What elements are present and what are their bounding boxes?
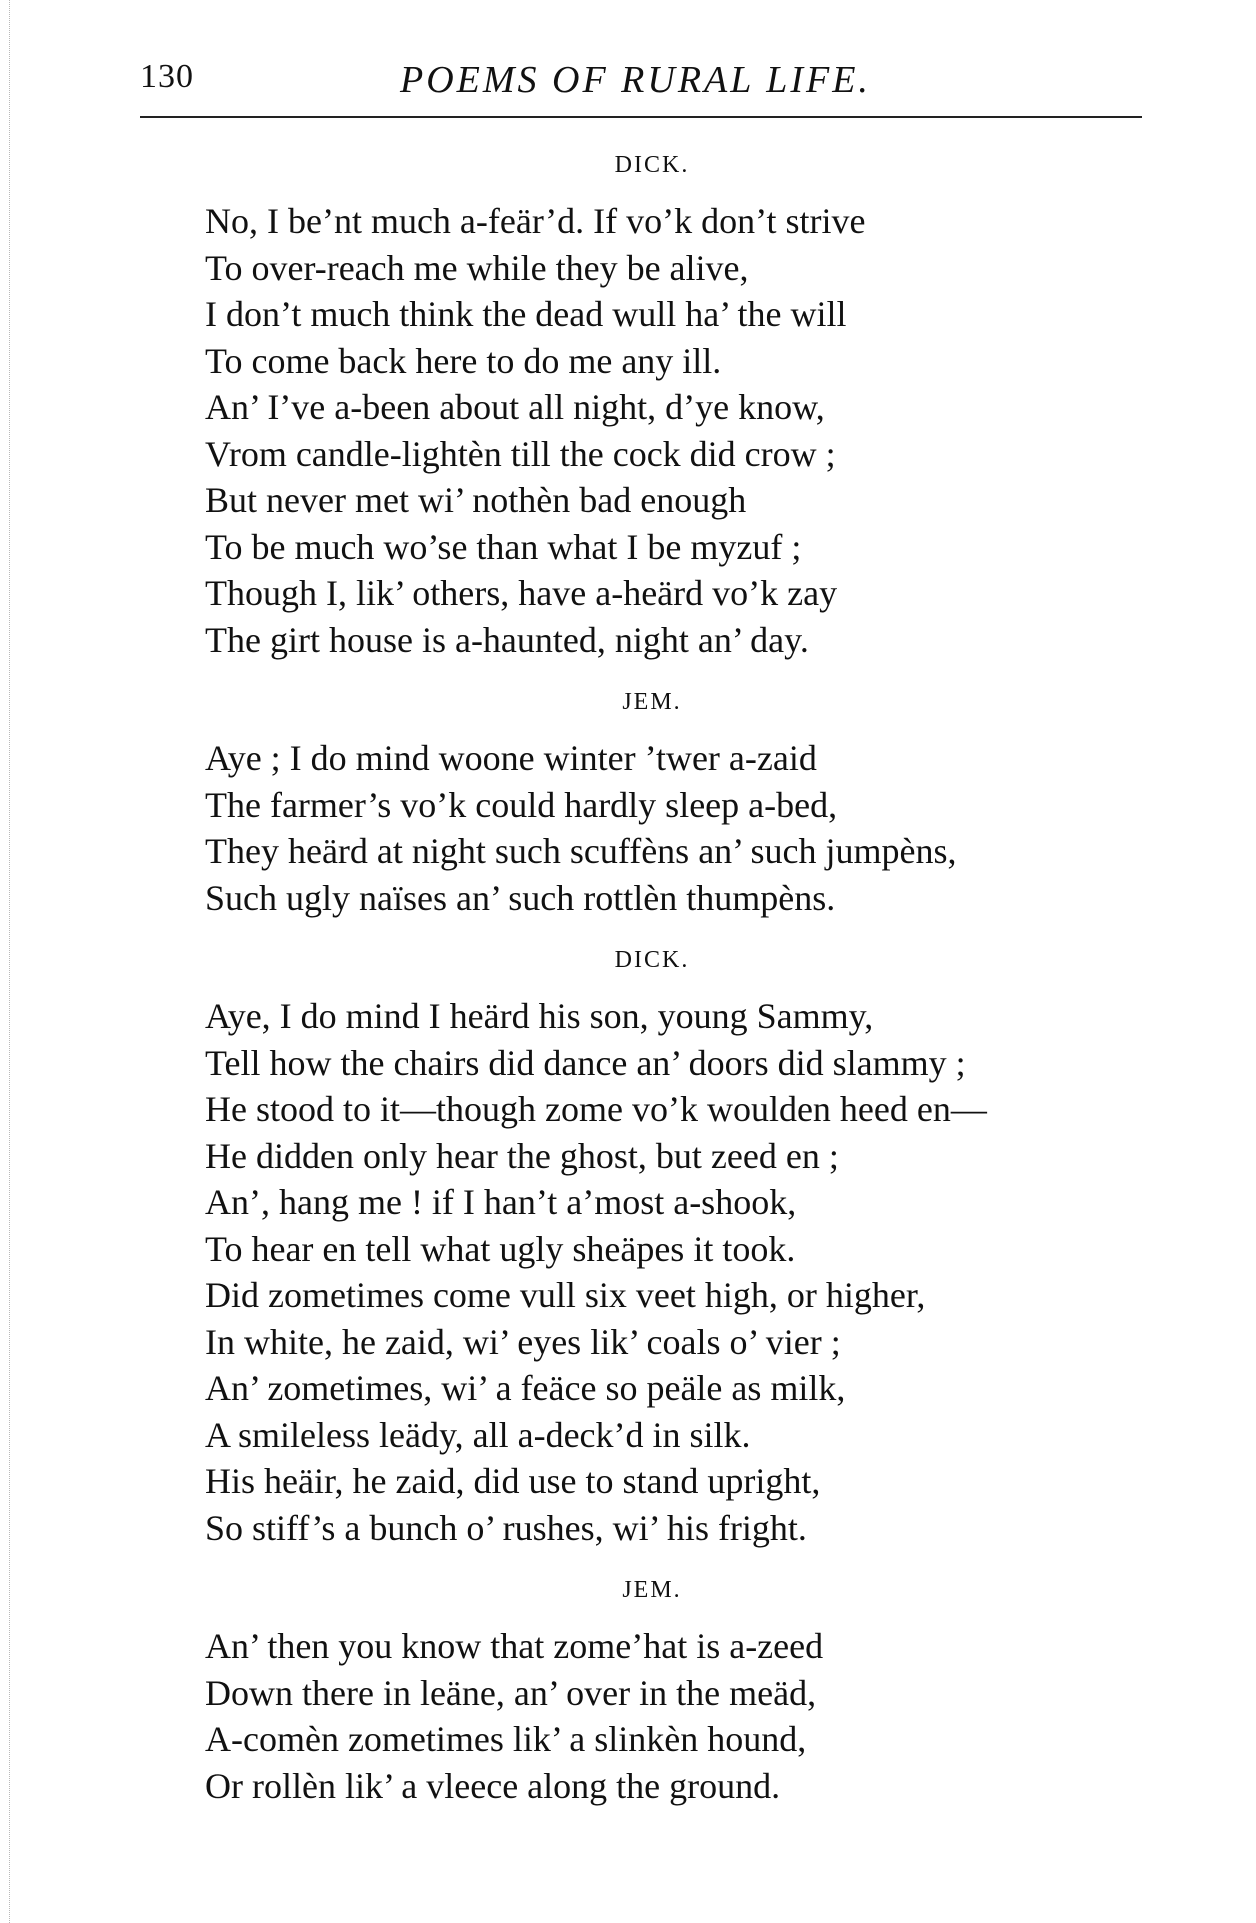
header-rule — [140, 116, 1142, 118]
page-trim-edge — [9, 0, 10, 1923]
speaker-heading: JEM. — [622, 689, 682, 715]
verse-line: Such ugly naïses an’ such rottlèn thumpèns. — [205, 877, 836, 918]
running-title: POEMS OF RURAL LIFE. — [400, 59, 871, 101]
verse-line: The girt house is a-haunted, night an’ day. — [205, 619, 809, 660]
verse-line: To over-reach me while they be alive, — [205, 247, 749, 288]
verse-line: Down there in leäne, an’ over in the meäd, — [205, 1672, 817, 1713]
verse-line: Though I, lik’ others, have a-heärd vo’k zay — [205, 573, 838, 613]
verse-line: A smileless leädy, all a-deck’d in silk. — [205, 1414, 751, 1455]
page-header — [140, 58, 1140, 108]
verse-line: Aye ; I do mind woone winter ’twer a-zaid — [205, 738, 817, 778]
verse-line: A-comèn zometimes lik’ a slinkèn hound, — [205, 1719, 807, 1759]
verse-line: Did zometimes come vull six veet high, or higher, — [205, 1275, 926, 1315]
verse-line: The farmer’s vo’k could hardly sleep a-bed, — [205, 784, 838, 825]
verse-line: Aye, I do mind I heärd his son, young Sammy, — [205, 996, 874, 1036]
verse-line: To hear en tell what ugly sheäpes it took. — [205, 1228, 796, 1269]
dialogue-section — [205, 943, 1155, 1551]
verse-line: An’ then you know that zome’hat is a-zeed — [205, 1626, 824, 1666]
verse-line: No, I be’nt much a-feär’d. If vo’k don’t strive — [205, 201, 866, 241]
dialogue-section — [205, 148, 1155, 663]
verse-line: To be much wo’se than what I be myzuf ; — [205, 526, 802, 567]
stanza — [205, 993, 1155, 1551]
verse-line: He didden only hear the ghost, but zeed en ; — [205, 1135, 839, 1176]
verse-line: His heäir, he zaid, did use to stand upright, — [205, 1461, 821, 1501]
verse-line: An’, hang me ! if I han’t a’most a-shook, — [205, 1182, 797, 1222]
speaker-heading: JEM. — [622, 1577, 682, 1603]
verse-line: To come back here to do me any ill. — [205, 340, 722, 381]
verse-line: They heärd at night such scuffèns an’ such jumpèns, — [205, 831, 957, 871]
verse-line: Or rollèn lik’ a vleece along the ground. — [205, 1765, 781, 1806]
verse-line: But never met wi’ nothèn bad enough — [205, 480, 747, 520]
verse-line: I don’t much think the dead wull ha’ the will — [205, 294, 847, 334]
verse-line: So stiff’s a bunch o’ rushes, wi’ his fright. — [205, 1507, 807, 1548]
speaker-heading: DICK. — [614, 152, 690, 178]
stanza — [205, 735, 1155, 921]
verse-line: An’ zometimes, wi’ a feäce so peäle as milk, — [205, 1368, 846, 1408]
dialogue-section — [205, 1573, 1155, 1809]
verse-line: He stood to it—though zome vo’k woulden heed en— — [205, 1089, 987, 1129]
stanza — [205, 198, 1155, 663]
verse-line: Tell how the chairs did dance an’ doors did slammy ; — [205, 1042, 966, 1083]
dialogue-section — [205, 685, 1155, 921]
speaker-heading: DICK. — [614, 947, 690, 973]
verse-line: In white, he zaid, wi’ eyes lik’ coals o’ vier ; — [205, 1321, 841, 1362]
page-number: 130 — [140, 58, 194, 95]
poem-body — [205, 148, 1155, 1831]
verse-line: An’ I’ve a-been about all night, d’ye know, — [205, 387, 825, 427]
stanza — [205, 1623, 1155, 1809]
verse-line: Vrom candle-lightèn till the cock did crow ; — [205, 433, 836, 474]
